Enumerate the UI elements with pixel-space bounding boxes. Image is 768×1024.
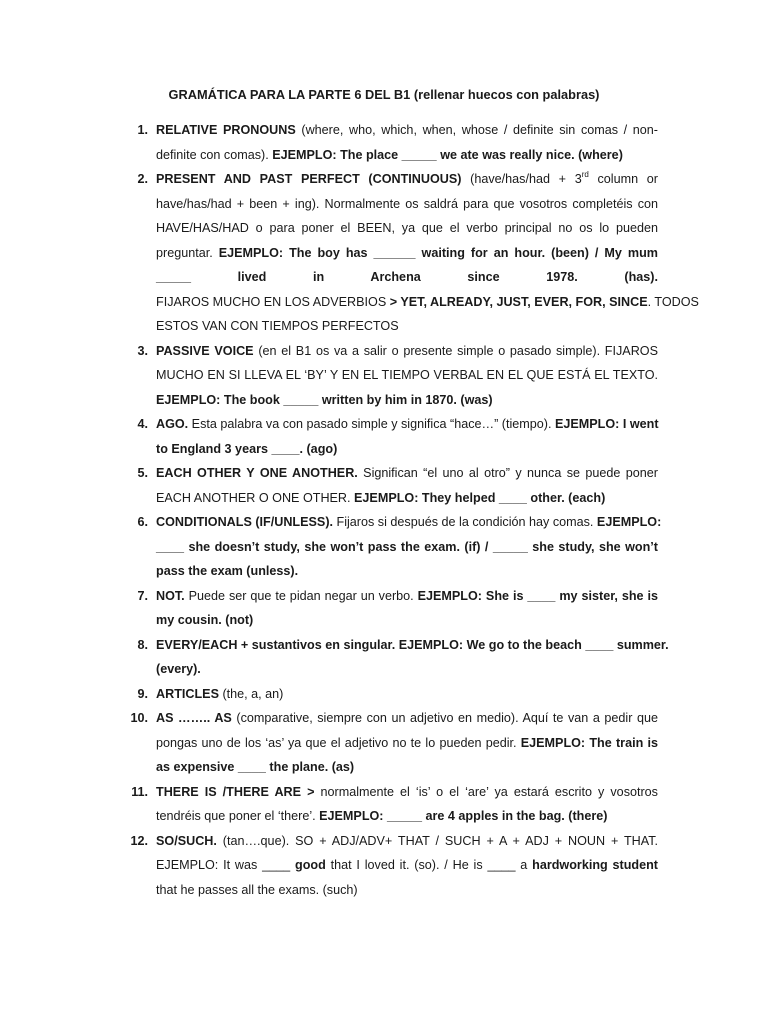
text-run: (where, who, which, when, whose / definite sin comas / non-: [295, 123, 659, 137]
text-run: pongas uno de los ‘as’ ya que el adjetivo no te lo pueden pedir.: [156, 735, 521, 750]
text-line: [156, 143, 658, 168]
text-line: [156, 706, 658, 731]
bold-text: AGO.: [156, 417, 189, 431]
item-number: 11.: [131, 784, 148, 799]
text-run: preguntar.: [156, 245, 219, 260]
text-line: [156, 192, 658, 217]
bold-text: ____ she doesn’t study, she won’t pass the exam. (if) / _____ she study, she won’t: [156, 539, 658, 554]
bold-text: THERE IS /THERE ARE >: [156, 784, 315, 799]
text-run: that I loved it. (so). / He is ____ a: [325, 858, 533, 872]
text-run: MUCHO EN SI LLEVA EL ‘BY’ Y EN EL TIEMPO VERBAL EN EL QUE ESTÁ EL TEXTO.: [156, 368, 658, 382]
bold-text: EJEMPLO: The book _____ written by him in 1870. (was): [156, 392, 493, 407]
text-run: definite con comas).: [156, 147, 273, 162]
text-run: EACH ANOTHER O ONE OTHER.: [156, 490, 355, 505]
text-line: [156, 584, 658, 609]
list-item: [0, 118, 658, 167]
text-run: (tan….que). SO + ADJ/ADV+ THAT / SUCH + A + ADJ + NOUN + THAT.: [216, 833, 658, 848]
item-number: 2.: [137, 172, 148, 186]
list-item: [0, 461, 658, 510]
bold-text: EJEMPLO: The place _____ we ate was really nice. (where): [272, 147, 623, 162]
text-run: EJEMPLO: It was ____: [156, 858, 295, 872]
list-item: [0, 167, 699, 339]
bold-text: _____ lived in Archena since 1978. (has).: [156, 270, 658, 284]
bold-text: EJEMPLO: _____ are 4 apples in the bag. (there): [319, 809, 608, 823]
text-line: [156, 167, 658, 192]
text-run: Fijaros si después de la condición hay comas.: [333, 515, 597, 529]
text-line: [156, 314, 658, 339]
list-item: [0, 829, 658, 903]
text-line: [156, 731, 658, 756]
text-line: [156, 657, 658, 682]
text-run: ESTOS VAN CON TIEMPOS PERFECTOS: [156, 319, 399, 333]
bold-text: EJEMPLO:: [596, 515, 662, 529]
bold-text: as expensive ____ the plane. (as): [156, 760, 355, 774]
text-run: HAVE/HAS/HAD o para poner el BEEN, ya que el verbo principal no os lo pueden: [156, 221, 658, 235]
text-run: column or: [588, 172, 658, 186]
text-run: have/has/had + been + ing). Normalmente os saldrá para que vosotros completéis con: [156, 196, 658, 211]
item-number: 10.: [130, 711, 148, 725]
bold-text: ARTICLES: [156, 686, 219, 701]
list-item: [0, 633, 669, 682]
text-run: tendréis que poner el ‘there’.: [156, 809, 320, 823]
text-line: [156, 804, 658, 829]
text-line: [156, 339, 658, 364]
text-line: [156, 486, 658, 511]
text-line: [156, 535, 658, 560]
text-line: [156, 461, 658, 486]
bold-text: EJEMPLO: They helped ____ other. (each): [354, 490, 606, 505]
bold-text: (every).: [156, 662, 201, 676]
text-line: [156, 510, 662, 535]
grammar-list: [0, 118, 768, 902]
bold-text: EJEMPLO: The boy has ______ waiting for an hour. (been) / My mum: [218, 245, 658, 260]
text-line: [156, 633, 669, 658]
text-run: Puede ser que te pidan negar un verbo.: [184, 588, 418, 603]
item-number: 1.: [137, 123, 148, 137]
bold-text: EACH OTHER Y ONE ANOTHER.: [156, 466, 358, 480]
list-item: [0, 584, 658, 633]
bold-text: PASSIVE VOICE: [156, 343, 254, 358]
text-run: that he passes all the exams. (such): [156, 882, 358, 897]
text-run: (en el B1 os va a salir o presente simple o pasado simple). FIJAROS: [253, 343, 658, 358]
text-line: [156, 363, 658, 388]
text-line: [156, 388, 658, 413]
text-line: [156, 118, 658, 143]
bold-text: EJEMPLO: I went: [554, 417, 659, 431]
bold-text: PRESENT AND PAST PERFECT (CONTINUOUS): [156, 172, 462, 186]
list-item: [0, 682, 658, 707]
superscript-text: rd: [581, 169, 589, 179]
item-number: 3.: [137, 343, 148, 358]
item-number: 4.: [137, 417, 148, 431]
list-item: [0, 780, 658, 829]
item-number: 9.: [137, 686, 148, 701]
text-run: . TODOS: [647, 294, 699, 309]
list-item: [0, 339, 658, 413]
bold-text: > YET, ALREADY, JUST, EVER, FOR, SINCE: [389, 294, 648, 309]
text-line: [156, 682, 658, 707]
document-title: GRAMÁTICA PARA LA PARTE 6 DEL B1 (rellenar huecos con palabras): [168, 87, 600, 102]
text-run: (comparative, siempre con un adjetivo en medio). Aquí te van a pedir que: [231, 711, 658, 725]
text-line: [156, 559, 658, 584]
text-line: [156, 412, 658, 437]
bold-text: good: [295, 858, 326, 872]
list-item: [0, 510, 662, 584]
text-run: normalmente el ‘is’ o el ‘are’ ya estará escrito y vosotros: [314, 784, 658, 799]
text-line: [156, 608, 658, 633]
bold-text: SO/SUCH.: [156, 833, 217, 848]
item-number: 6.: [137, 515, 148, 529]
text-line: [156, 780, 658, 805]
bold-text: EJEMPLO: She is ____ my sister, she is: [417, 588, 658, 603]
text-line: [156, 437, 658, 462]
text-line: [156, 290, 699, 315]
text-run: (have/has/had + 3: [461, 172, 582, 186]
item-number: 5.: [137, 466, 148, 480]
bold-text: to England 3 years ____. (ago): [156, 441, 338, 456]
text-line: [156, 241, 658, 266]
bold-text: hardworking student: [532, 858, 659, 872]
bold-text: my cousin. (not): [156, 613, 254, 627]
bold-text: RELATIVE PRONOUNS: [156, 123, 296, 137]
item-number: 12.: [130, 833, 148, 848]
list-item: [0, 412, 658, 461]
bold-text: pass the exam (unless).: [156, 564, 299, 578]
list-item: [0, 706, 658, 780]
item-number: 8.: [137, 637, 148, 652]
text-run: Significan “el uno al otro” y nunca se puede poner: [357, 466, 658, 480]
text-line: [156, 755, 658, 780]
text-line: [156, 829, 658, 854]
text-line: [156, 216, 658, 241]
bold-text: EJEMPLO: The train is: [520, 735, 658, 750]
bold-text: NOT.: [156, 588, 185, 603]
text-run: FIJAROS MUCHO EN LOS ADVERBIOS: [156, 294, 390, 309]
bold-text: CONDITIONALS (IF/UNLESS).: [156, 515, 334, 529]
text-line: [156, 265, 658, 290]
item-number: 7.: [137, 588, 148, 603]
text-line: [156, 878, 658, 903]
text-line: [156, 853, 658, 878]
bold-text: EVERY/EACH + sustantivos en singular. EJEMPLO: We go to the beach ____ summer.: [156, 637, 669, 652]
text-run: (the, a, an): [218, 686, 284, 701]
bold-text: AS …….. AS: [156, 711, 232, 725]
text-run: Esta palabra va con pasado simple y significa “hace…” (tiempo).: [188, 417, 555, 431]
